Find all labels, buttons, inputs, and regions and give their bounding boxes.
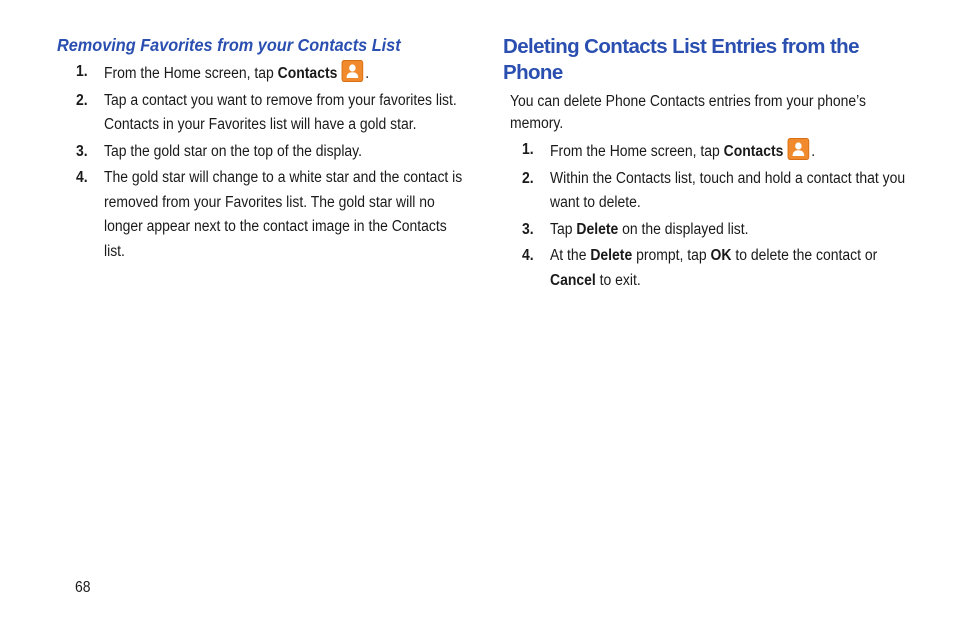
step-number: 4. bbox=[76, 169, 88, 186]
delete-label: Delete bbox=[576, 220, 619, 238]
step-text: The gold star will change to a white star and the contact is removed from your Favorites list. The gold star will no longer appear next to the contact image in the Contacts list. bbox=[104, 169, 463, 260]
removing-favorites-steps bbox=[57, 60, 497, 266]
step-number: 4. bbox=[522, 247, 534, 264]
step-number: 1. bbox=[76, 63, 88, 80]
list-item bbox=[57, 166, 497, 264]
step-number: 3. bbox=[76, 142, 88, 160]
step-text: Tap a contact you want to remove from your favorites list. Contacts in your Favorites list will have a gold star. bbox=[104, 91, 457, 133]
contacts-icon bbox=[788, 138, 810, 160]
intro-paragraph: You can delete Phone Contacts entries from your phone’s memory. bbox=[510, 93, 866, 132]
contacts-label: Contacts bbox=[723, 143, 784, 160]
step-text-end: . bbox=[811, 143, 816, 160]
step-text-mid: prompt, tap bbox=[632, 247, 711, 264]
list-item bbox=[57, 60, 497, 87]
section-subheading: Removing Favorites from your Contacts List bbox=[57, 35, 401, 55]
step-number: 2. bbox=[76, 91, 88, 109]
step-text-end: . bbox=[365, 65, 370, 82]
deleting-contacts-steps bbox=[503, 138, 943, 295]
section-heading: Deleting Contacts List Entries from the Phone bbox=[503, 35, 859, 84]
step-text-end: to exit. bbox=[595, 271, 641, 289]
list-item bbox=[503, 138, 943, 165]
list-item bbox=[57, 140, 497, 165]
list-item bbox=[503, 244, 943, 293]
list-item bbox=[57, 89, 497, 138]
contacts-label: Contacts bbox=[277, 65, 338, 82]
step-text: From the Home screen, tap bbox=[550, 143, 724, 160]
step-text: Within the Contacts list, touch and hold a contact that you want to delete. bbox=[550, 169, 906, 211]
step-text: At the bbox=[550, 247, 591, 264]
step-text-mid: to delete the contact or bbox=[731, 247, 878, 264]
ok-label: OK bbox=[710, 247, 732, 264]
page-number: 68 bbox=[75, 579, 91, 596]
step-text-end: on the displayed list. bbox=[618, 220, 749, 238]
step-number: 2. bbox=[522, 169, 534, 187]
step-number: 3. bbox=[522, 220, 534, 238]
contacts-icon bbox=[342, 60, 364, 82]
step-text: Tap the gold star on the top of the display. bbox=[104, 142, 362, 160]
list-item bbox=[503, 218, 943, 243]
cancel-label: Cancel bbox=[550, 271, 596, 289]
step-text: From the Home screen, tap bbox=[104, 65, 278, 82]
list-item bbox=[503, 167, 943, 216]
step-number: 1. bbox=[522, 141, 534, 158]
delete-label: Delete bbox=[590, 247, 633, 264]
step-text: Tap bbox=[550, 220, 577, 238]
